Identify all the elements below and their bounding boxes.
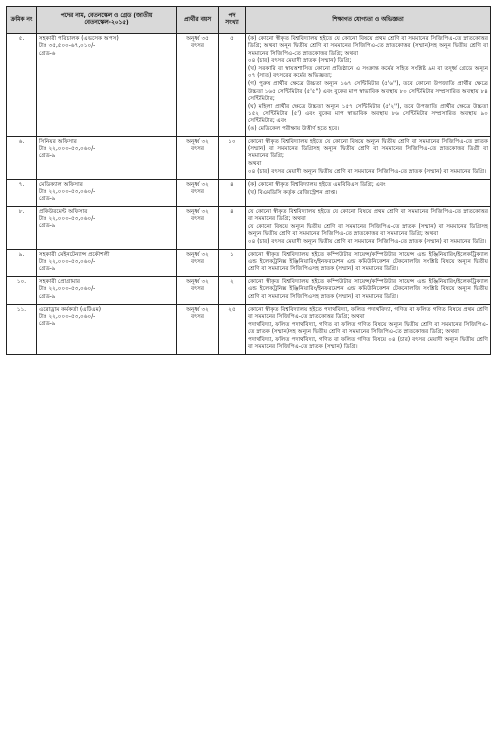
table-row [7, 277, 491, 304]
age-cell: অনূর্ধ্ব ৩৫ বৎসর [177, 34, 219, 137]
post-cell [37, 206, 177, 249]
serial-cell: ৫. [7, 34, 37, 137]
post-count-cell: ২৫ [219, 304, 246, 354]
post-line: সহকারী পরিচালক (এভসেক অপস) [39, 36, 119, 42]
job-posts-table [6, 6, 491, 355]
age-cell: অনূর্ধ্ব ৩২ বৎসর [177, 206, 219, 249]
post-cell [37, 179, 177, 206]
qualification-line: (ঙ) মেডিকেল পরীক্ষায় উত্তীর্ণ হতে হবে। [248, 126, 340, 133]
post-line: সহকারী প্রোগ্রামার [39, 279, 80, 286]
header-age: প্রার্থীর বয়স [177, 7, 219, 34]
table-row [7, 206, 491, 249]
post-line: গ্রেড-৯ [39, 223, 56, 230]
post-line: টাঃ ২২,০০০-৫৩,০৬০/- [39, 146, 96, 153]
age-cell: অনূর্ধ্ব ৩২ বৎসর [177, 179, 219, 206]
serial-cell: ১০. [7, 277, 37, 304]
post-line: টাঃ ২২,০০০-৫৩,০৬০/- [39, 313, 96, 320]
qualification-line: (খ) সরকারি বা স্বায়ত্তশাসিত কোনো প্রতিষ্ঠানে এ সংক্রান্ত কর্মের সহিত সংশ্লিষ্ট ৯ম বা তদূর্ধ্ব গ্রেডে অন্যূন ০৭ (সাত) বৎসরের কর্মের অভিজ্ঞতা; [248, 66, 488, 80]
post-line: এরোড্রাম কর্মকর্তা (এটিএম) [39, 306, 101, 313]
age-cell: অনূর্ধ্ব ৩২ বৎসর [177, 277, 219, 304]
qualification-line: (ক) কোনো স্বীকৃত বিশ্ববিদ্যালয় হইতে যে কোনো বিষয়ে প্রথম শ্রেণি বা সমমানের সিজিপিএ-তে স্নাতকোত্তর ডিগ্রি; অথবা অনূন দ্বিতীয় শ্রেণি বা সমমানের সিজিপিএ-তে স্নাতকোত্তর (সম্মান)সহ অনূন দ্বিতীয় শ্রেণি বা সমমানের সিজিপিএ-তে স্নাতকোত্তর ডিগ্রি; অথবা [248, 36, 488, 57]
post-line: প্রকিউরমেন্ট অফিসার [39, 208, 88, 215]
post-line: গ্রেড-৯ [39, 293, 56, 300]
post-line: টাঃ ২২,০০০-৫৩,০৬০/- [39, 189, 96, 196]
post-cell [37, 277, 177, 304]
table-row [7, 34, 491, 137]
post-line: গ্রেড-৯ [39, 266, 56, 273]
qualification-line: (ক) কোনো স্বীকৃত বিশ্ববিদ্যালয় হইতে এমবিবিএস ডিগ্রি; এবং [248, 181, 386, 188]
post-count-cell: ২ [219, 277, 246, 304]
qualification-line: কোনো স্বীকৃত বিশ্ববিদ্যালয় হইতে যে কোনো বিষয়ে অন্যূন দ্বিতীয় শ্রেণি বা সমমানের সিজিপিএ-তে স্নাতক (সম্মান) বা সমমানের ডিগ্রিসহ অন্যূন দ্বিতীয় শ্রেণি বা সমমানের সিজিপিএ-তে স্নাতকোত্তর ডিগ্রী বা সমমানের ডিগ্রি; [248, 138, 488, 160]
qualification-line: পদার্থবিদ্যা, ফলিত পদার্থবিদ্যা, গণিত বা ফলিত গণিত বিষয়ে অন্যূন দ্বিতীয় শ্রেণি বা সমমানের সিজিপিএ-তে স্নাতক (সম্মান)সহ অন্যূন দ্বিতীয় শ্রেণি বা সমমানের সিজিপিএ-তে স্নাতকোত্তর ডিগ্রি; অথবা [248, 321, 488, 335]
age-cell: অনূর্ধ্ব ৩২ বৎসর [177, 249, 219, 276]
qualification-line: পদার্থবিদ্যা, ফলিত পদার্থবিদ্যা, গণিত বা ফলিত গণিত বিষয়ে ০৪ (চার) বৎসর মেয়াদী অন্যূন দ্বিতীয় শ্রেণি বা সমমানের সিজিপিএ-তে স্নাতক (সম্মান) ডিগ্রি। [248, 336, 488, 350]
qualification-line: কোনো স্বীকৃত বিশ্ববিদ্যালয় হইতে পদার্থবিদ্যা, ফলিত পদার্থবিদ্যা, গণিত বা ফলিত গণিত বিষয়ে প্রথম শ্রেণি বা সমমানের সিজিপিএ-তে স্নাতকোত্তর ডিগ্রি; অথবা [248, 306, 488, 320]
post-line: টাঃ ২২,০০০-৫৩,০৬০/- [39, 286, 96, 293]
post-line: গ্রেড-৯ [39, 321, 56, 328]
post-count-cell: ১০ [219, 136, 246, 179]
header-qualification: শিক্ষাগত যোগ্যতা ও অভিজ্ঞতা [246, 7, 491, 34]
qualification-cell [246, 136, 491, 179]
post-cell [37, 304, 177, 354]
qualification-line: যে কোনো বিষয়ে অন্যূন দ্বিতীয় শ্রেণি বা সমমানের সিজিপিএ-তে স্নাতক (সম্মান) বা সমমানের ডিগ্রিসহ অন্যূন দ্বিতীয় শ্রেণি বা সমমানের সিজিপিএ-তে স্নাতকোত্তর বা সমমানের ডিগ্রি; অথবা [248, 223, 488, 238]
header-count: পদ সংখ্যা [219, 7, 246, 34]
table-row [7, 179, 491, 206]
post-line: টাঃ ৩৫,৫০০-৬৭,০১০/- [39, 43, 96, 50]
serial-cell: ৬. [7, 136, 37, 179]
post-count-cell: ১ [219, 249, 246, 276]
qualification-cell [246, 304, 491, 354]
qualification-cell [246, 179, 491, 206]
serial-cell: ৯. [7, 249, 37, 276]
qualification-line: ০৪ (চার) বৎসর মেয়াদী অন্যূন দ্বিতীয় শ্রেণি বা সমমানের সিজিপিএ-তে স্নাতক (সম্মান) বা সমমানের ডিগ্রি। [248, 169, 487, 176]
serial-cell: ১১. [7, 304, 37, 354]
qualification-cell [246, 277, 491, 304]
qualification-line: ০৪ (চার) বৎসর মেয়াদী অন্যূন দ্বিতীয় শ্রেণি বা সমমানের সিজিপিএ-তে স্নাতক (সম্মান) বা সমমানের ডিগ্রি। [248, 238, 487, 245]
qualification-cell [246, 206, 491, 249]
post-cell [37, 136, 177, 179]
serial-cell: ৮. [7, 206, 37, 249]
post-count-cell: ৫ [219, 34, 246, 137]
qualification-line: কোনো স্বীকৃত বিশ্ববিদ্যালয় হইতে কম্পিউটার সায়েন্স/কম্পিউটার সায়েন্স এন্ড ইঞ্জিনিয়ারিং/ইলেকট্রিক্যাল এন্ড ইলেকট্রনিক্স ইঞ্জিনিয়ারিং/ইনফরমেশন এন্ড কমিউনিকেশন টেকনোলজি সংশ্লিষ্ট বিষয়ে অন্যূন দ্বিতীয় শ্রেণি বা সমমানের সিজিপিএসহ স্নাতক (সম্মান) বা সমমানের ডিগ্রি। [248, 279, 488, 300]
qualification-line: অথবা [248, 161, 262, 168]
post-cell [37, 34, 177, 137]
table-row [7, 249, 491, 276]
age-cell: অনূর্ধ্ব ৩২ বৎসর [177, 136, 219, 179]
post-line: সহকারী মেইনটেন্যান্স প্রকৌশলী [39, 251, 110, 258]
post-count-cell: ৪ [219, 206, 246, 249]
post-line: মেডিক্যাল অফিসার [39, 181, 83, 188]
post-line: গ্রেড-৯ [39, 153, 56, 160]
post-count-cell: ৪ [219, 179, 246, 206]
table-header-row [7, 7, 491, 34]
post-line: গ্রেড-৬ [39, 50, 56, 57]
table-row [7, 304, 491, 354]
post-line: টাঃ ২২,০০০-৫৩,০৬০/- [39, 259, 96, 266]
table-body [7, 34, 491, 355]
table-row [7, 136, 491, 179]
age-cell: অনূর্ধ্ব ৩২ বৎসর [177, 304, 219, 354]
serial-cell: ৭. [7, 179, 37, 206]
qualification-cell [246, 249, 491, 276]
post-line: গ্রেড-৯ [39, 196, 56, 203]
qualification-line: কোনো স্বীকৃত বিশ্ববিদ্যালয় হইতে কম্পিউটার সায়েন্স/কম্পিউটার সায়েন্স এন্ড ইঞ্জিনিয়ারিং/ইলেকট্রিক্যাল এন্ড ইলেকট্রনিক্স ইঞ্জিনিয়ারিং/ইনফরমেশন এন্ড কমিউনিকেশন টেকনোলজি সংশ্লিষ্ট বিষয়ে অন্যূন দ্বিতীয় শ্রেণি বা সমমানের সিজিপিএসহ স্নাতক (সম্মান) বা সমমানের ডিগ্রি। [248, 251, 488, 273]
header-post: পদের নাম, বেতনস্কেল ও গ্রেড (জাতীয় বেতনস্কেল-২০১৫) [37, 7, 177, 34]
qualification-line: ০৪ (চার) বৎসর মেয়াদী স্নাতক (সম্মান) ডিগ্রি; [248, 58, 352, 65]
header-serial: ক্রমিক নং [7, 7, 37, 34]
post-line: টাঃ ২২,০০০-৫৩,০৬০/- [39, 216, 96, 223]
post-cell [37, 249, 177, 276]
post-line: সিনিয়র অফিসার [39, 138, 77, 145]
qualification-cell [246, 34, 491, 137]
qualification-line: (খ) বিএমডিসি কর্তৃক রেজিস্ট্রেশন প্রাপ্ত। [248, 189, 338, 196]
qualification-line: যে কোনো স্বীকৃত বিশ্ববিদ্যালয় হইতে যে কোনো বিষয়ে প্রথম শ্রেণি বা সমমানের সিজিপিএ-তে স্নাতকোত্তর বা সমমানের ডিগ্রি; অথবা [248, 208, 488, 223]
qualification-line: (গ) পুরুষ প্রার্থীর ক্ষেত্রে উচ্চতা অন্যূন ১৬৭ সেন্টিমিটার (৫'৬''), তবে কোনো উপজাতি প্রার্থীর ক্ষেত্রে উচ্চতা ১৬৫ সেন্টিমিটার (৫'৫'') এবং বুকের মাপ স্বাভাবিক অবস্থায় ৮০ সেন্টিমিটার সম্প্রসারিত অবস্থায় ৮৪ সেন্টিমিটার; [248, 81, 488, 102]
qualification-line: (ঘ) মহিলা প্রার্থীর ক্ষেত্রে উচ্চতা অন্যূন ১৫৭ সেন্টিমিটার (৫'২''), তবে উপজাতি প্রার্থীর ক্ষেত্রে উচ্চতা ১৫২ সেন্টিমিটার (৫') এবং বুকের মাপ স্বাভাবিক অবস্থায় ৮৬ সেন্টিমিটার সম্প্রসারিত অবস্থায় ৯০ সেন্টিমিটার; এবং [248, 103, 488, 125]
